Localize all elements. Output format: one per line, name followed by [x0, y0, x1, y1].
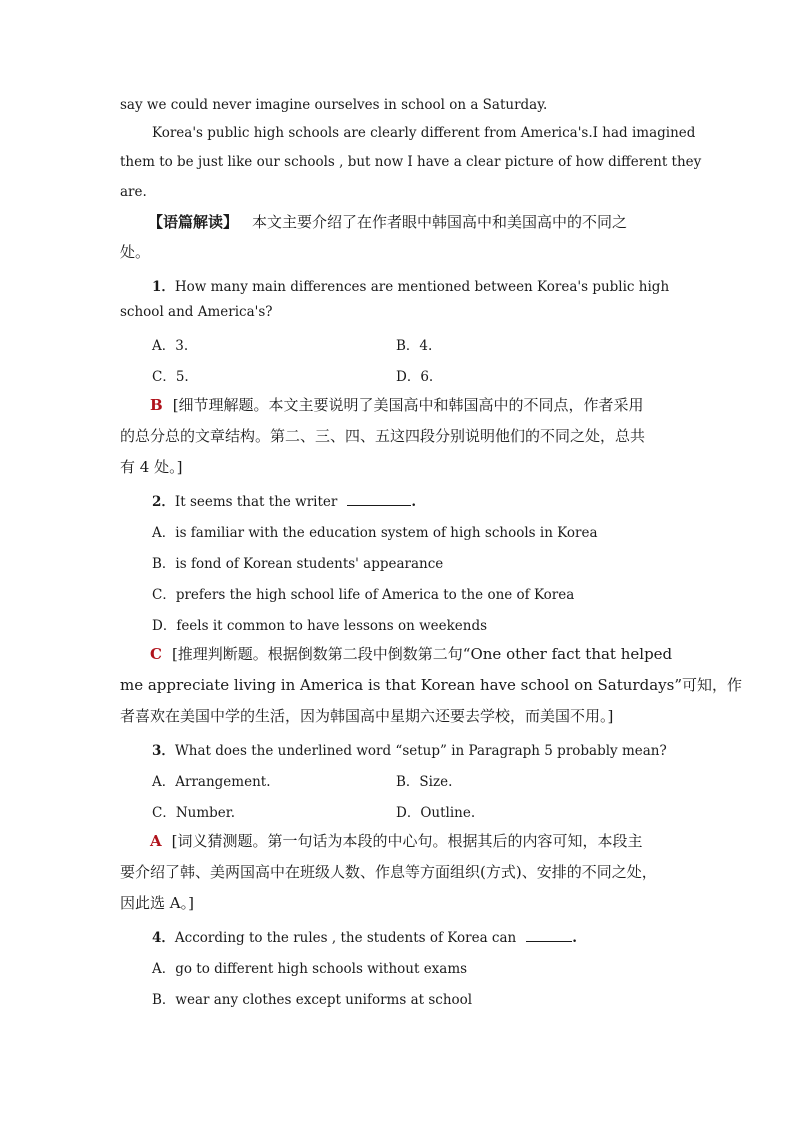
q2-stem	[152, 490, 416, 510]
q3-stem-text: What does the underlined word “setup” in Paragraph 5 probably mean?	[174, 743, 667, 759]
q4-stem	[152, 926, 577, 946]
q2-expl-3: 者喜欢在美国中学的生活，因为韩国高中星期六还要去学校，而美国不用。]	[120, 707, 614, 725]
passage-line-3: them to be just like our schools , but now I have a clear picture of how different they	[120, 154, 702, 170]
q1-option-c: C．5.	[152, 369, 189, 385]
q1-answer: B	[150, 396, 163, 414]
q3-expl-2: 要介绍了韩、美两国高中在班级人数、作息等方面组织(方式)、安排的不同之处，	[120, 863, 657, 881]
q1-explanation-line-1	[150, 394, 644, 415]
analysis-text-1: 本文主要介绍了在作者眼中韩国高中和美国高中的不同之	[252, 213, 628, 231]
q1-option-b: B．4.	[396, 338, 433, 354]
q1-option-d: D．6.	[396, 369, 434, 385]
q4-option-a: A．go to different high schools without exams	[152, 961, 468, 977]
q4-blank	[526, 929, 572, 942]
q3-expl-1: [词义猜测题。第一句话为本段的中心句。根据其后的内容可知，本段主	[171, 832, 643, 850]
passage-line-1: say we could never imagine ourselves in school on a Saturday.	[120, 97, 548, 113]
q4-stem-end: .	[572, 930, 577, 946]
q3-stem	[152, 739, 667, 759]
q2-answer: C	[150, 645, 162, 663]
q4-stem-text: According to the rules , the students of Korea can	[174, 930, 517, 946]
q1-stem-1: How many main differences are mentioned between Korea's public high	[174, 279, 670, 295]
q1-expl-3: 有 4 处。]	[120, 458, 183, 476]
q2-option-c: C．prefers the high school life of America to the one of Korea	[152, 587, 575, 603]
q2-option-b: B．is fond of Korean students' appearance	[152, 556, 444, 572]
q3-option-a: A．Arrangement.	[152, 774, 271, 790]
q2-option-a: A．is familiar with the education system of high schools in Korea	[152, 525, 598, 541]
analysis-heading: 【语篇解读】	[148, 213, 239, 231]
analysis-block	[148, 211, 627, 232]
q2-explanation-line-1	[150, 643, 672, 664]
q3-option-b: B．Size.	[396, 774, 453, 790]
q2-stem-text: It seems that the writer	[174, 494, 338, 510]
q2-expl-2: me appreciate living in America is that Korean have school on Saturdays”可知，作	[120, 676, 742, 694]
q3-expl-3: 因此选 A。]	[120, 894, 194, 912]
q4-option-b: B．wear any clothes except uniforms at school	[152, 992, 473, 1008]
q2-blank	[347, 493, 411, 506]
q2-stem-end: .	[411, 494, 417, 510]
q1-expl-1: [细节理解题。本文主要说明了美国高中和韩国高中的不同点，作者采用	[172, 396, 644, 414]
analysis-text-2: 处。	[120, 243, 151, 261]
q3-option-d: D．Outline.	[396, 805, 476, 821]
q4-number: 4．	[152, 930, 175, 946]
q3-answer: A	[150, 832, 162, 850]
q1-expl-2: 的总分总的文章结构。第二、三、四、五这四段分别说明他们的不同之处，总共	[120, 427, 646, 445]
q2-option-d: D．feels it common to have lessons on weekends	[152, 618, 488, 634]
q1-stem-line-1	[152, 275, 669, 295]
passage-line-4: are.	[120, 184, 147, 200]
q1-number: 1．	[152, 279, 175, 295]
q3-explanation-line-1	[150, 830, 643, 851]
q1-option-a: A．3.	[152, 338, 189, 354]
q2-number: 2．	[152, 494, 175, 510]
passage-line-2: Korea's public high schools are clearly different from America's.I had imagined	[152, 125, 696, 141]
q2-expl-1: [推理判断题。根据倒数第二段中倒数第二句“One other fact that helped	[171, 645, 673, 663]
q3-option-c: C．Number.	[152, 805, 236, 821]
q1-stem-2: school and America's?	[120, 304, 273, 320]
q3-number: 3．	[152, 743, 175, 759]
